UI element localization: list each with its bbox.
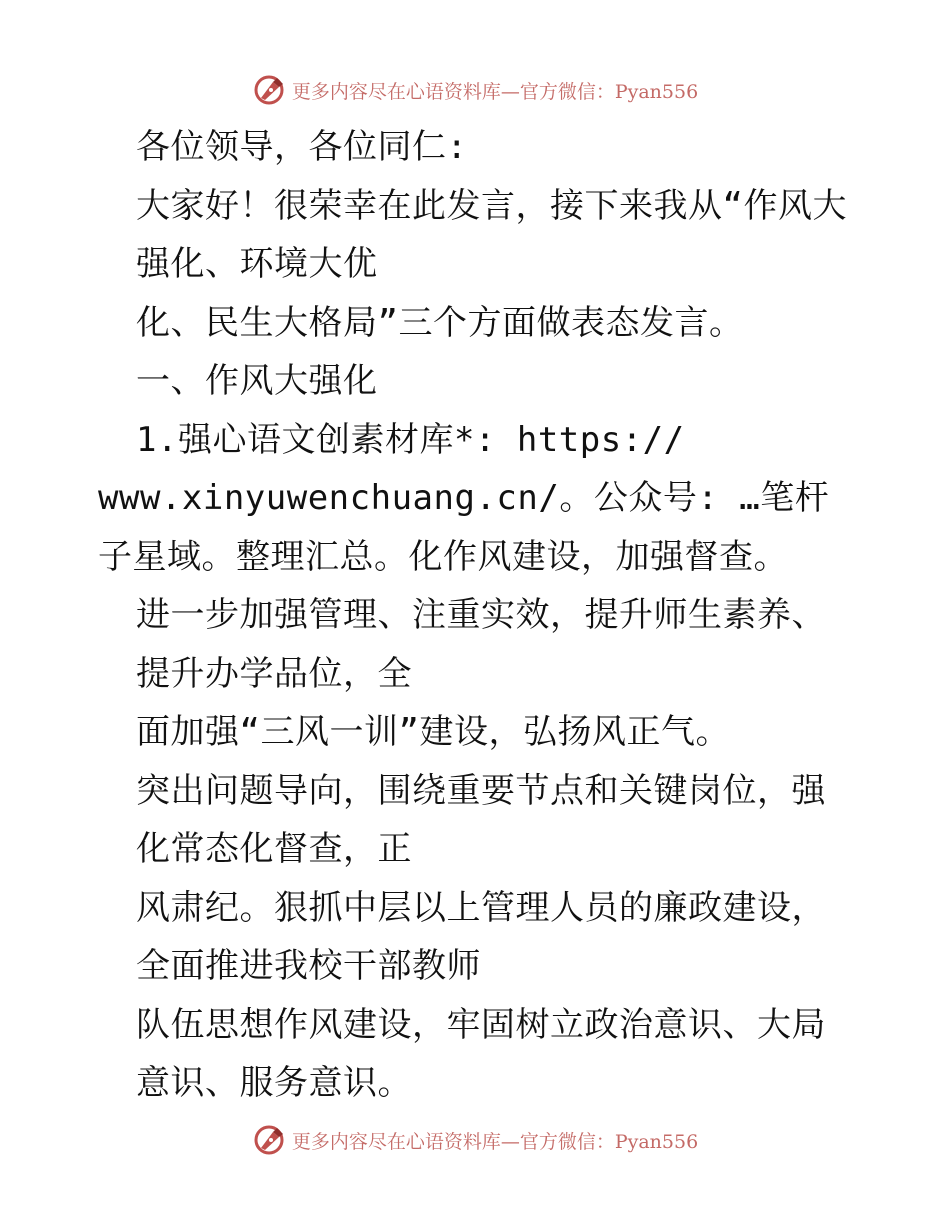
paragraph: 1.强心语文创素材库*: https:// (136, 419, 685, 460)
pen-nib-circle-icon (252, 73, 286, 107)
header-watermark-banner (0, 70, 950, 110)
paragraph: 各位领导，各位同仁: (136, 127, 468, 167)
paragraph: 风肃纪。狠抓中层以上管理人员的廉政建设，全面推进我校干部教师 (136, 887, 826, 986)
pen-nib-circle-icon (252, 1123, 286, 1157)
paragraph: 进一步加强管理、注重实效，提升师生素养、提升办学品位，全 (136, 595, 826, 694)
watermark-text: 更多内容尽在心语资料库—官方微信：Pyan556 (291, 1130, 699, 1153)
paragraph: 一、作风大强化 (136, 361, 378, 401)
footer-watermark-banner (0, 1120, 950, 1160)
paragraph: 大家好！很荣幸在此发言，接下来我从“作风大强化、环境大优 (136, 185, 847, 284)
paragraph: 化、民生大格局”三个方面做表态发言。 (136, 302, 744, 343)
paragraph: 突出问题导向，围绕重要节点和关键岗位，强化常态化督查，正 (136, 770, 826, 869)
paragraph: 面加强“三风一训”建设，弘扬风正气。 (136, 712, 730, 752)
document-body (98, 118, 858, 1113)
watermark-text: 更多内容尽在心语资料库—官方微信：Pyan556 (291, 80, 699, 103)
paragraph: 队伍思想作风建设，牢固树立政治意识、大局意识、服务意识。 (136, 1004, 826, 1103)
paragraph: www.xinyuwenchuang.cn/。公众号: …笔杆子星域。整理汇总。化作风建设，加强督查。 (98, 478, 830, 577)
